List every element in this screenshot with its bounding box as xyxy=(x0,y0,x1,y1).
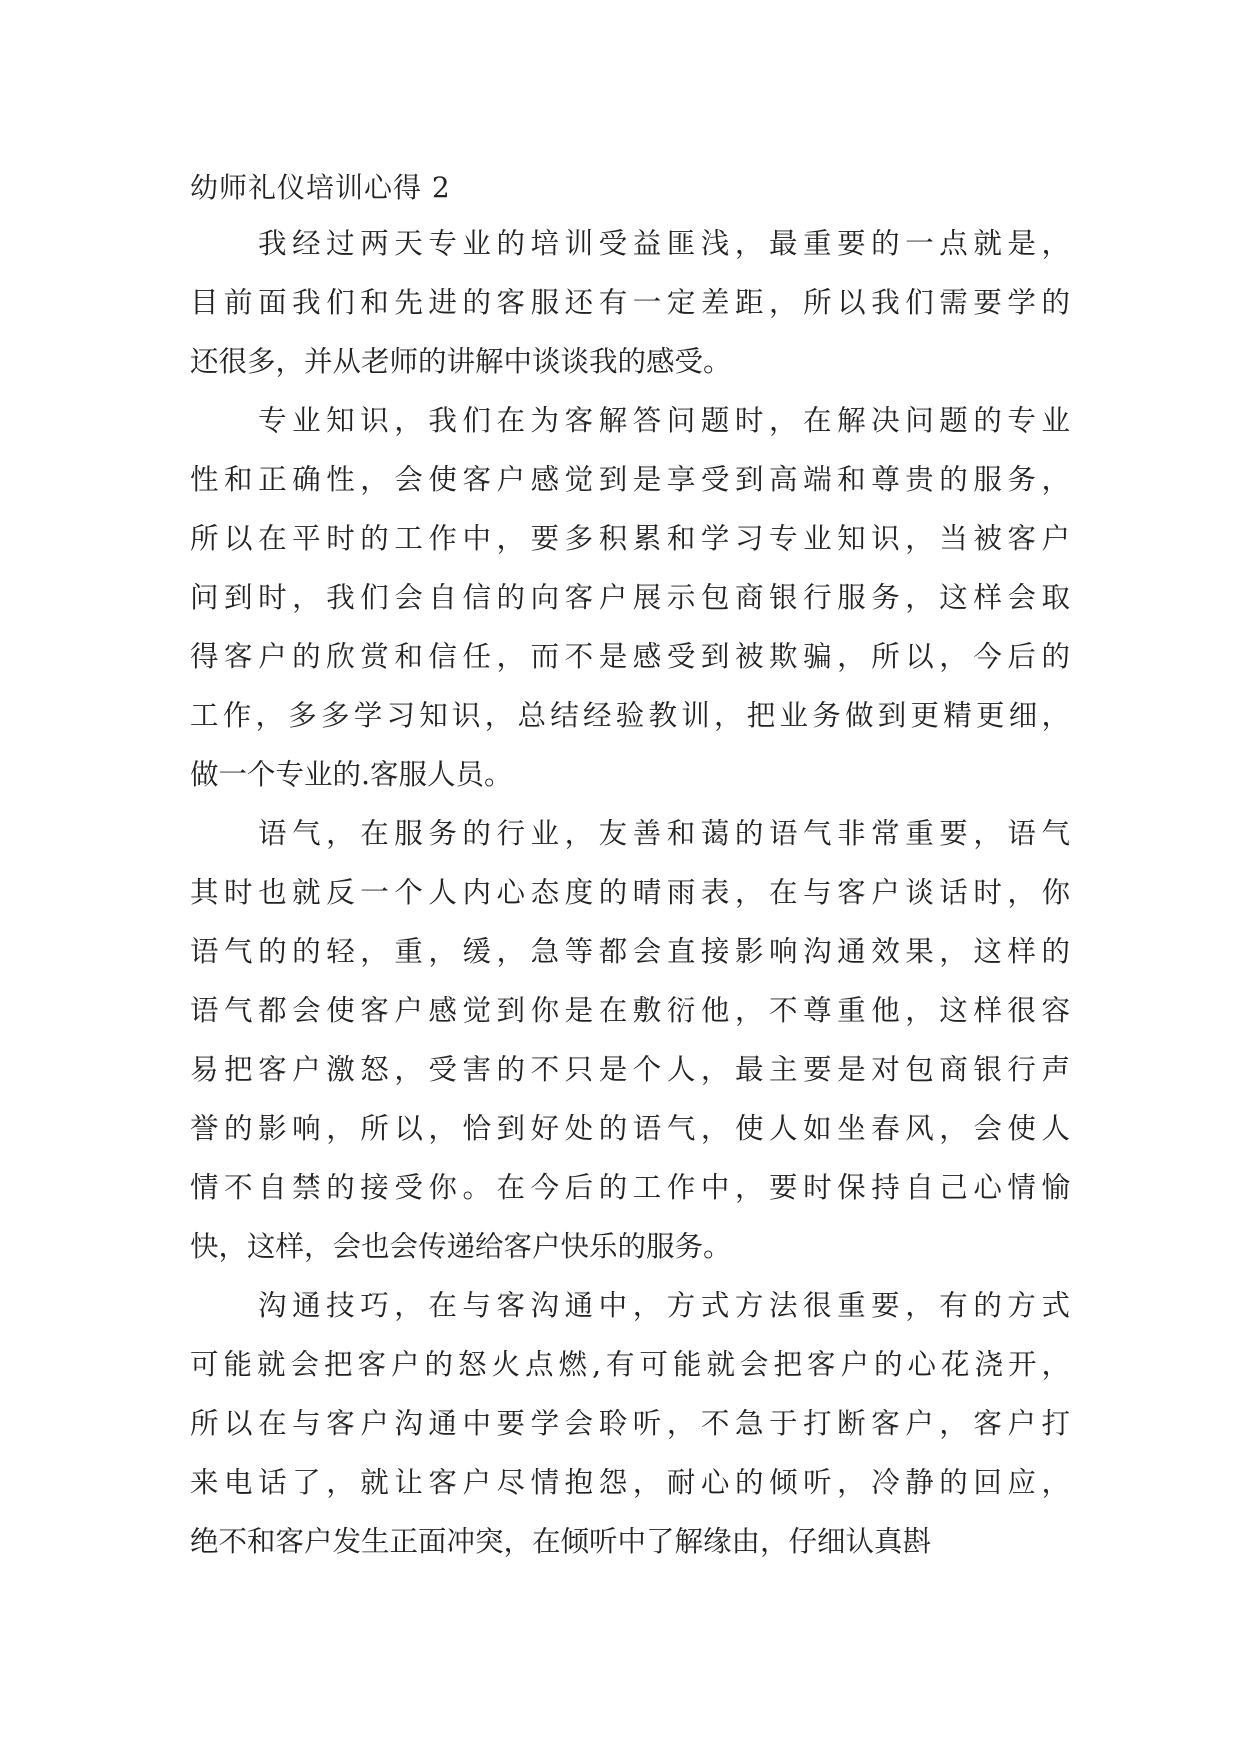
paragraph-line: 做一个专业的.客服人员。 xyxy=(190,758,513,791)
paragraph-line: 沟通技巧，在与客沟通中，方式方法很重要，有的方式 xyxy=(258,1289,1070,1322)
paragraph-line: 问到时，我们会自信的向客户展示包商银行服务，这样会取 xyxy=(190,581,1070,614)
paragraph-line: 易把客户激怒，受害的不只是个人，最主要是对包商银行声 xyxy=(190,1053,1070,1086)
paragraph-line: 得客户的欣赏和信任，而不是感受到被欺骗，所以，今后的 xyxy=(190,640,1070,673)
paragraph-line: 情不自禁的接受你。在今后的工作中，要时保持自己心情愉 xyxy=(190,1171,1070,1204)
paragraph-training-benefit xyxy=(190,214,1070,391)
paragraph-line: 其时也就反一个人内心态度的晴雨表，在与客户谈话时，你 xyxy=(190,876,1070,909)
paragraph-line: 工作，多多学习知识，总结经验教训，把业务做到更精更细， xyxy=(190,699,1070,732)
paragraph-professional-knowledge xyxy=(190,391,1070,804)
paragraph-line: 所以在平时的工作中，要多积累和学习专业知识，当被客户 xyxy=(190,522,1070,555)
paragraph-line: 绝不和客户发生正面冲突，在倾听中了解缘由，仔细认真斟 xyxy=(190,1525,932,1558)
paragraph-line: 来电话了，就让客户尽情抱怨，耐心的倾听，冷静的回应， xyxy=(190,1466,1070,1499)
paragraph-line: 还很多，并从老师的讲解中谈谈我的感受。 xyxy=(190,345,732,378)
paragraph-line: 语气都会使客户感觉到你是在敷衍他，不尊重他，这样很容 xyxy=(190,994,1070,1027)
paragraph-line: 语气，在服务的行业，友善和蔼的语气非常重要，语气 xyxy=(258,817,1070,850)
paragraph-line: 目前面我们和先进的客服还有一定差距，所以我们需要学的 xyxy=(190,286,1070,319)
document-title: 幼师礼仪培训心得 2 xyxy=(190,171,451,204)
paragraph-line: 誉的影响，所以，恰到好处的语气，使人如坐春风，会使人 xyxy=(190,1112,1070,1145)
paragraph-tone xyxy=(190,804,1070,1276)
paragraph-line: 所以在与客户沟通中要学会聆听，不急于打断客户，客户打 xyxy=(190,1407,1070,1440)
paragraph-line: 专业知识，我们在为客解答问题时，在解决问题的专业 xyxy=(258,404,1070,437)
paragraph-line: 性和正确性，会使客户感觉到是享受到高端和尊贵的服务， xyxy=(190,463,1070,496)
paragraph-line: 快，这样，会也会传递给客户快乐的服务。 xyxy=(190,1230,732,1263)
paragraph-line: 可能就会把客户的怒火点燃,有可能就会把客户的心花浇开， xyxy=(190,1348,1070,1381)
document-body xyxy=(190,214,1070,1571)
paragraph-line: 我经过两天专业的培训受益匪浅，最重要的一点就是， xyxy=(258,227,1070,260)
paragraph-communication-skills xyxy=(190,1276,1070,1571)
paragraph-line: 语气的的轻，重，缓，急等都会直接影响沟通效果，这样的 xyxy=(190,935,1070,968)
